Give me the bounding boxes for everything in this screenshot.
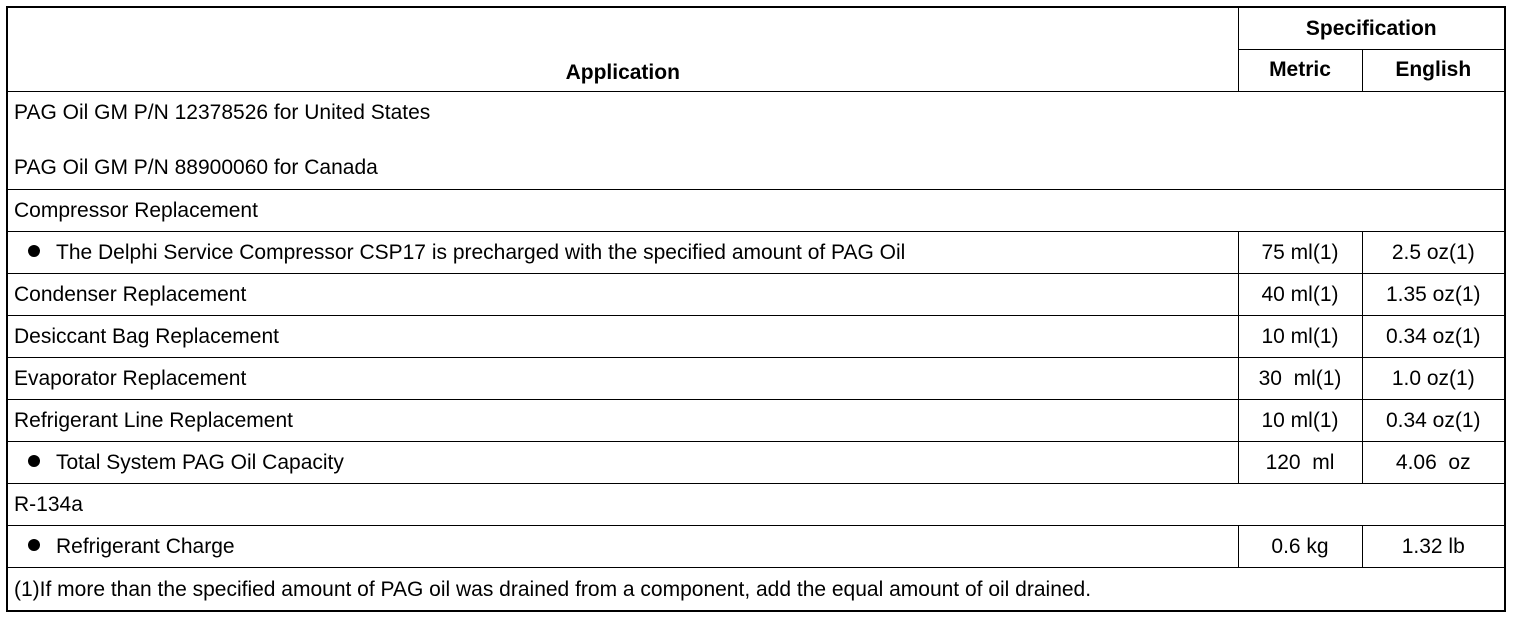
metric-header: Metric <box>1238 49 1362 91</box>
row-english: 1.0 oz(1) <box>1362 358 1504 400</box>
application-header: Application <box>8 8 1238 91</box>
row-application-text: Total System PAG Oil Capacity <box>56 451 344 475</box>
table-row <box>8 273 1504 315</box>
table-row <box>8 358 1504 400</box>
spec-table-frame <box>6 6 1506 612</box>
row-application: Evaporator Replacement <box>8 358 1238 400</box>
row-application: Desiccant Bag Replacement <box>8 315 1238 357</box>
row-metric: 10 ml(1) <box>1238 315 1362 357</box>
table-row <box>8 442 1504 484</box>
row-english: 2.5 oz(1) <box>1362 231 1504 273</box>
table-row <box>8 231 1504 273</box>
row-application <box>8 442 1238 484</box>
specification-header: Specification <box>1238 8 1504 49</box>
specification-table <box>8 8 1504 610</box>
row-metric: 75 ml(1) <box>1238 231 1362 273</box>
row-application-text: The Delphi Service Compressor CSP17 is precharged with the specified amount of PAG Oil <box>56 240 906 264</box>
bullet-icon <box>28 455 40 467</box>
row-application-text: Refrigerant Charge <box>56 535 235 559</box>
pag-oil-us-text: PAG Oil GM P/N 12378526 for United States <box>14 101 431 124</box>
row-english: 0.34 oz(1) <box>1362 315 1504 357</box>
table-row <box>8 526 1504 568</box>
row-english: 1.32 lb <box>1362 526 1504 568</box>
row-application <box>8 526 1238 568</box>
bullet-icon <box>28 245 40 257</box>
row-metric: 10 ml(1) <box>1238 400 1362 442</box>
footnote: (1)If more than the specified amount of PAG oil was drained from a component, add the equal amount of oil drained. <box>8 568 1504 610</box>
table-row <box>8 400 1504 442</box>
row-metric: 40 ml(1) <box>1238 273 1362 315</box>
row-english: 1.35 oz(1) <box>1362 273 1504 315</box>
row-english: 0.34 oz(1) <box>1362 400 1504 442</box>
pag-oil-part-numbers <box>8 91 1504 189</box>
row-metric: 0.6 kg <box>1238 526 1362 568</box>
row-english: 4.06 oz <box>1362 442 1504 484</box>
table-row <box>8 315 1504 357</box>
pag-oil-canada-text: PAG Oil GM P/N 88900060 for Canada <box>14 156 378 180</box>
english-header: English <box>1362 49 1504 91</box>
row-metric: 120 ml <box>1238 442 1362 484</box>
section-compressor-replacement: Compressor Replacement <box>8 189 1504 231</box>
row-application: Condenser Replacement <box>8 273 1238 315</box>
row-application: Refrigerant Line Replacement <box>8 400 1238 442</box>
section-r134a: R-134a <box>8 484 1504 526</box>
row-application <box>8 231 1238 273</box>
bullet-icon <box>28 539 40 551</box>
row-metric: 30 ml(1) <box>1238 358 1362 400</box>
